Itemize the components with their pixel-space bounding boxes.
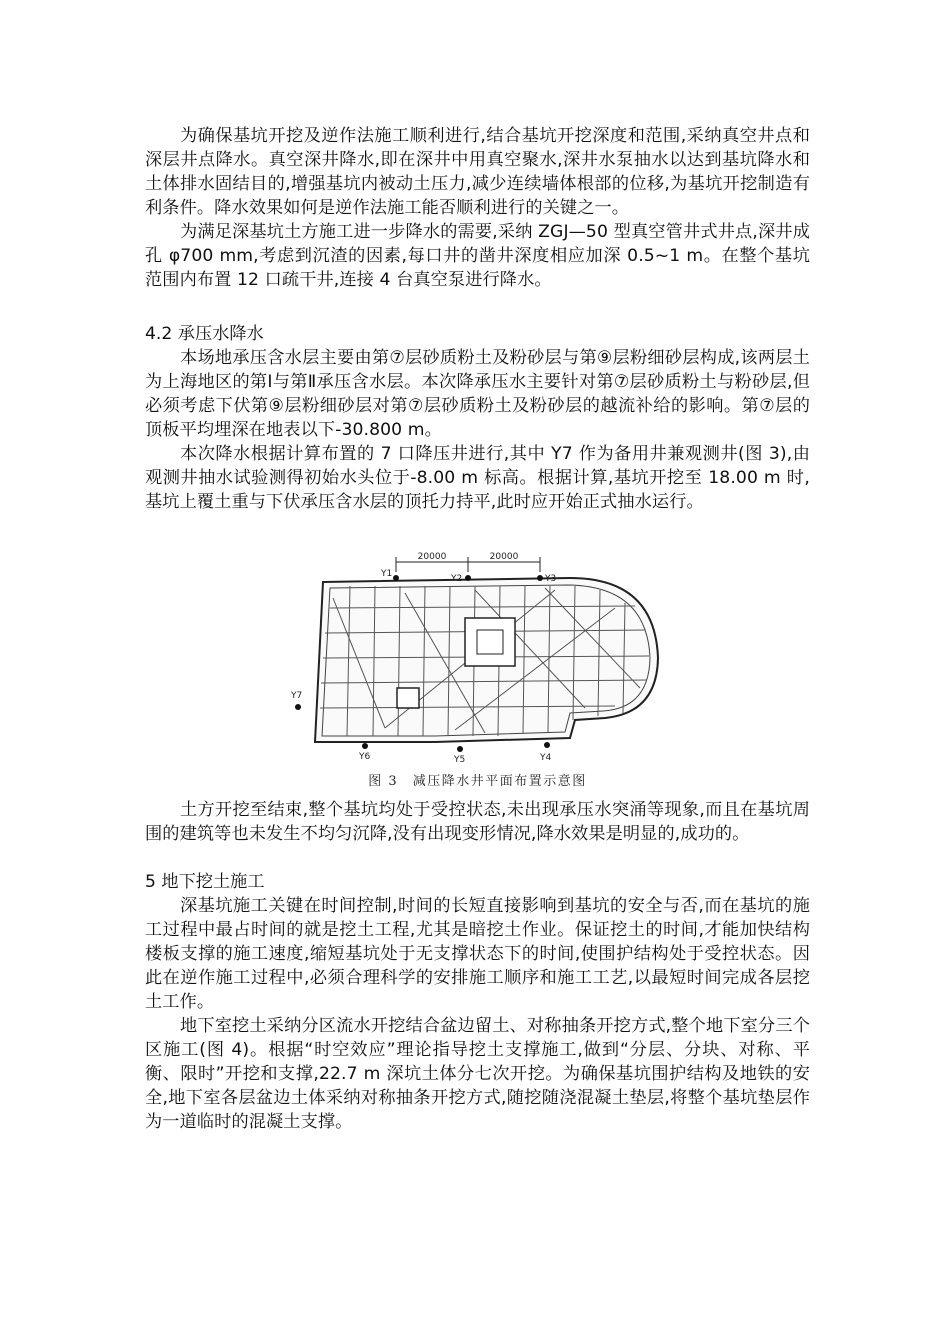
- section-dewatering-intro: [145, 124, 810, 292]
- well-label: Y5: [454, 755, 466, 763]
- core-structure: [465, 618, 515, 666]
- well-y3: [537, 575, 543, 581]
- paragraph: 地下室挖土采纳分区流水开挖结合盆边留土、对称抽条开挖方式,整个地下室分三个区施工(图 4)。根据“时空效应”理论指导挖土支撑施工,做到“分层、分块、对称、平衡、限时”开挖和支撑,22.7 m 深坑土体分七次开挖。为确保基坑围护结构及地铁的安全,地下室各层盆边土体采纳对称抽条开挖方式,随挖随浇混凝土垫层,将整个基坑垫层作为一道临时的混凝土支撑。: [145, 1016, 810, 1132]
- paragraph: 本场地承压含水层主要由第⑦层砂质粉土及粉砂层与第⑨层粉细砂层构成,该两层土为上海地区的第Ⅰ与第Ⅱ承压含水层。本次降承压水主要针对第⑦层砂质粉土与粉砂层,但必须考虑下伏第⑨层粉细砂层对第⑦层砂质粉土及粉砂层的越流补给的影响。第⑦层的顶板平均埋深在地表以下-30.800 m。: [145, 348, 810, 440]
- well-y7: [295, 704, 301, 710]
- well-y6: [362, 743, 368, 749]
- section-heading-4-2: 4.2 承压水降水: [145, 324, 264, 344]
- paragraph: 土方开挖至结束,整个基坑均处于受控状态,未出现承压水突涌等现象,而且在基坑周围的建筑等也未发生不均匀沉降,没有出现变形情况,降水效果是明显的,成功的。: [145, 800, 810, 844]
- section-confined-water: [145, 346, 810, 514]
- section-dewatering-result: [145, 798, 810, 846]
- paragraph: 为满足深基坑土方施工进一步降水的需要,采纳 ZGJ—50 型真空管井式井点,深井成孔 φ700 mm,考虑到沉渣的因素,每口井的凿井深度相应加深 0.5~1 m。在整个基坑范围内布置 12 口疏干井,连接 4 台真空泵进行降水。: [145, 222, 810, 290]
- well-label: Y2: [451, 574, 463, 584]
- section-excavation: [145, 894, 810, 1134]
- figure-caption: 图 3 减压降水井平面布置示意图: [368, 774, 587, 789]
- well-y2: [465, 575, 471, 581]
- dimension-label: 20000: [417, 552, 447, 562]
- well-y1: [393, 575, 399, 581]
- paragraph: 深基坑施工关键在时间控制,时间的长短直接影响到基坑的安全与否,而在基坑的施工过程中最占时间的就是挖土工程,尤其是暗挖土作业。保证挖土的时间,才能加快结构楼板支撑的施工速度,缩短基坑处于无支撑状态下的时间,使围护结构处于受控状态。因此在逆作施工过程中,必须合理科学的安排施工顺序和施工工艺,以最短时间完成各层挖土工作。: [145, 896, 810, 1012]
- well-label: Y7: [291, 691, 303, 701]
- paragraph: 本次降水根据计算布置的 7 口降压井进行,其中 Y7 作为备用井兼观测井(图 3),由观测井抽水试验测得初始水头位于-8.00 m 标高。根据计算,基坑开挖至 18.00 m 时,基坑上覆土重与下伏承压含水层的顶托力持平,此时应开始正式抽水运行。: [145, 444, 810, 512]
- paragraph: 为确保基坑开挖及逆作法施工顺利进行,结合基坑开挖深度和范围,采纳真空井点和深层井点降水。真空深井降水,即在深井中用真空聚水,深井水泵抽水以达到基坑降水和土体排水固结目的,增强基坑内被动土压力,减少连续墙体根部的位移,为基坑开挖制造有利条件。降水效果如何是逆作法施工能否顺利进行的关键之一。: [145, 126, 810, 218]
- section-heading-5: 5 地下挖土施工: [145, 872, 265, 892]
- well-label: Y1: [381, 569, 393, 579]
- well-label: Y3: [545, 574, 557, 584]
- well-label: Y4: [540, 753, 552, 763]
- well-y4: [544, 742, 550, 748]
- well-y5: [457, 746, 463, 752]
- well-layout-plan: [285, 548, 670, 763]
- well-label: Y6: [359, 752, 371, 762]
- figure-3-well-layout: [285, 548, 670, 796]
- dimension-label: 20000: [489, 552, 519, 562]
